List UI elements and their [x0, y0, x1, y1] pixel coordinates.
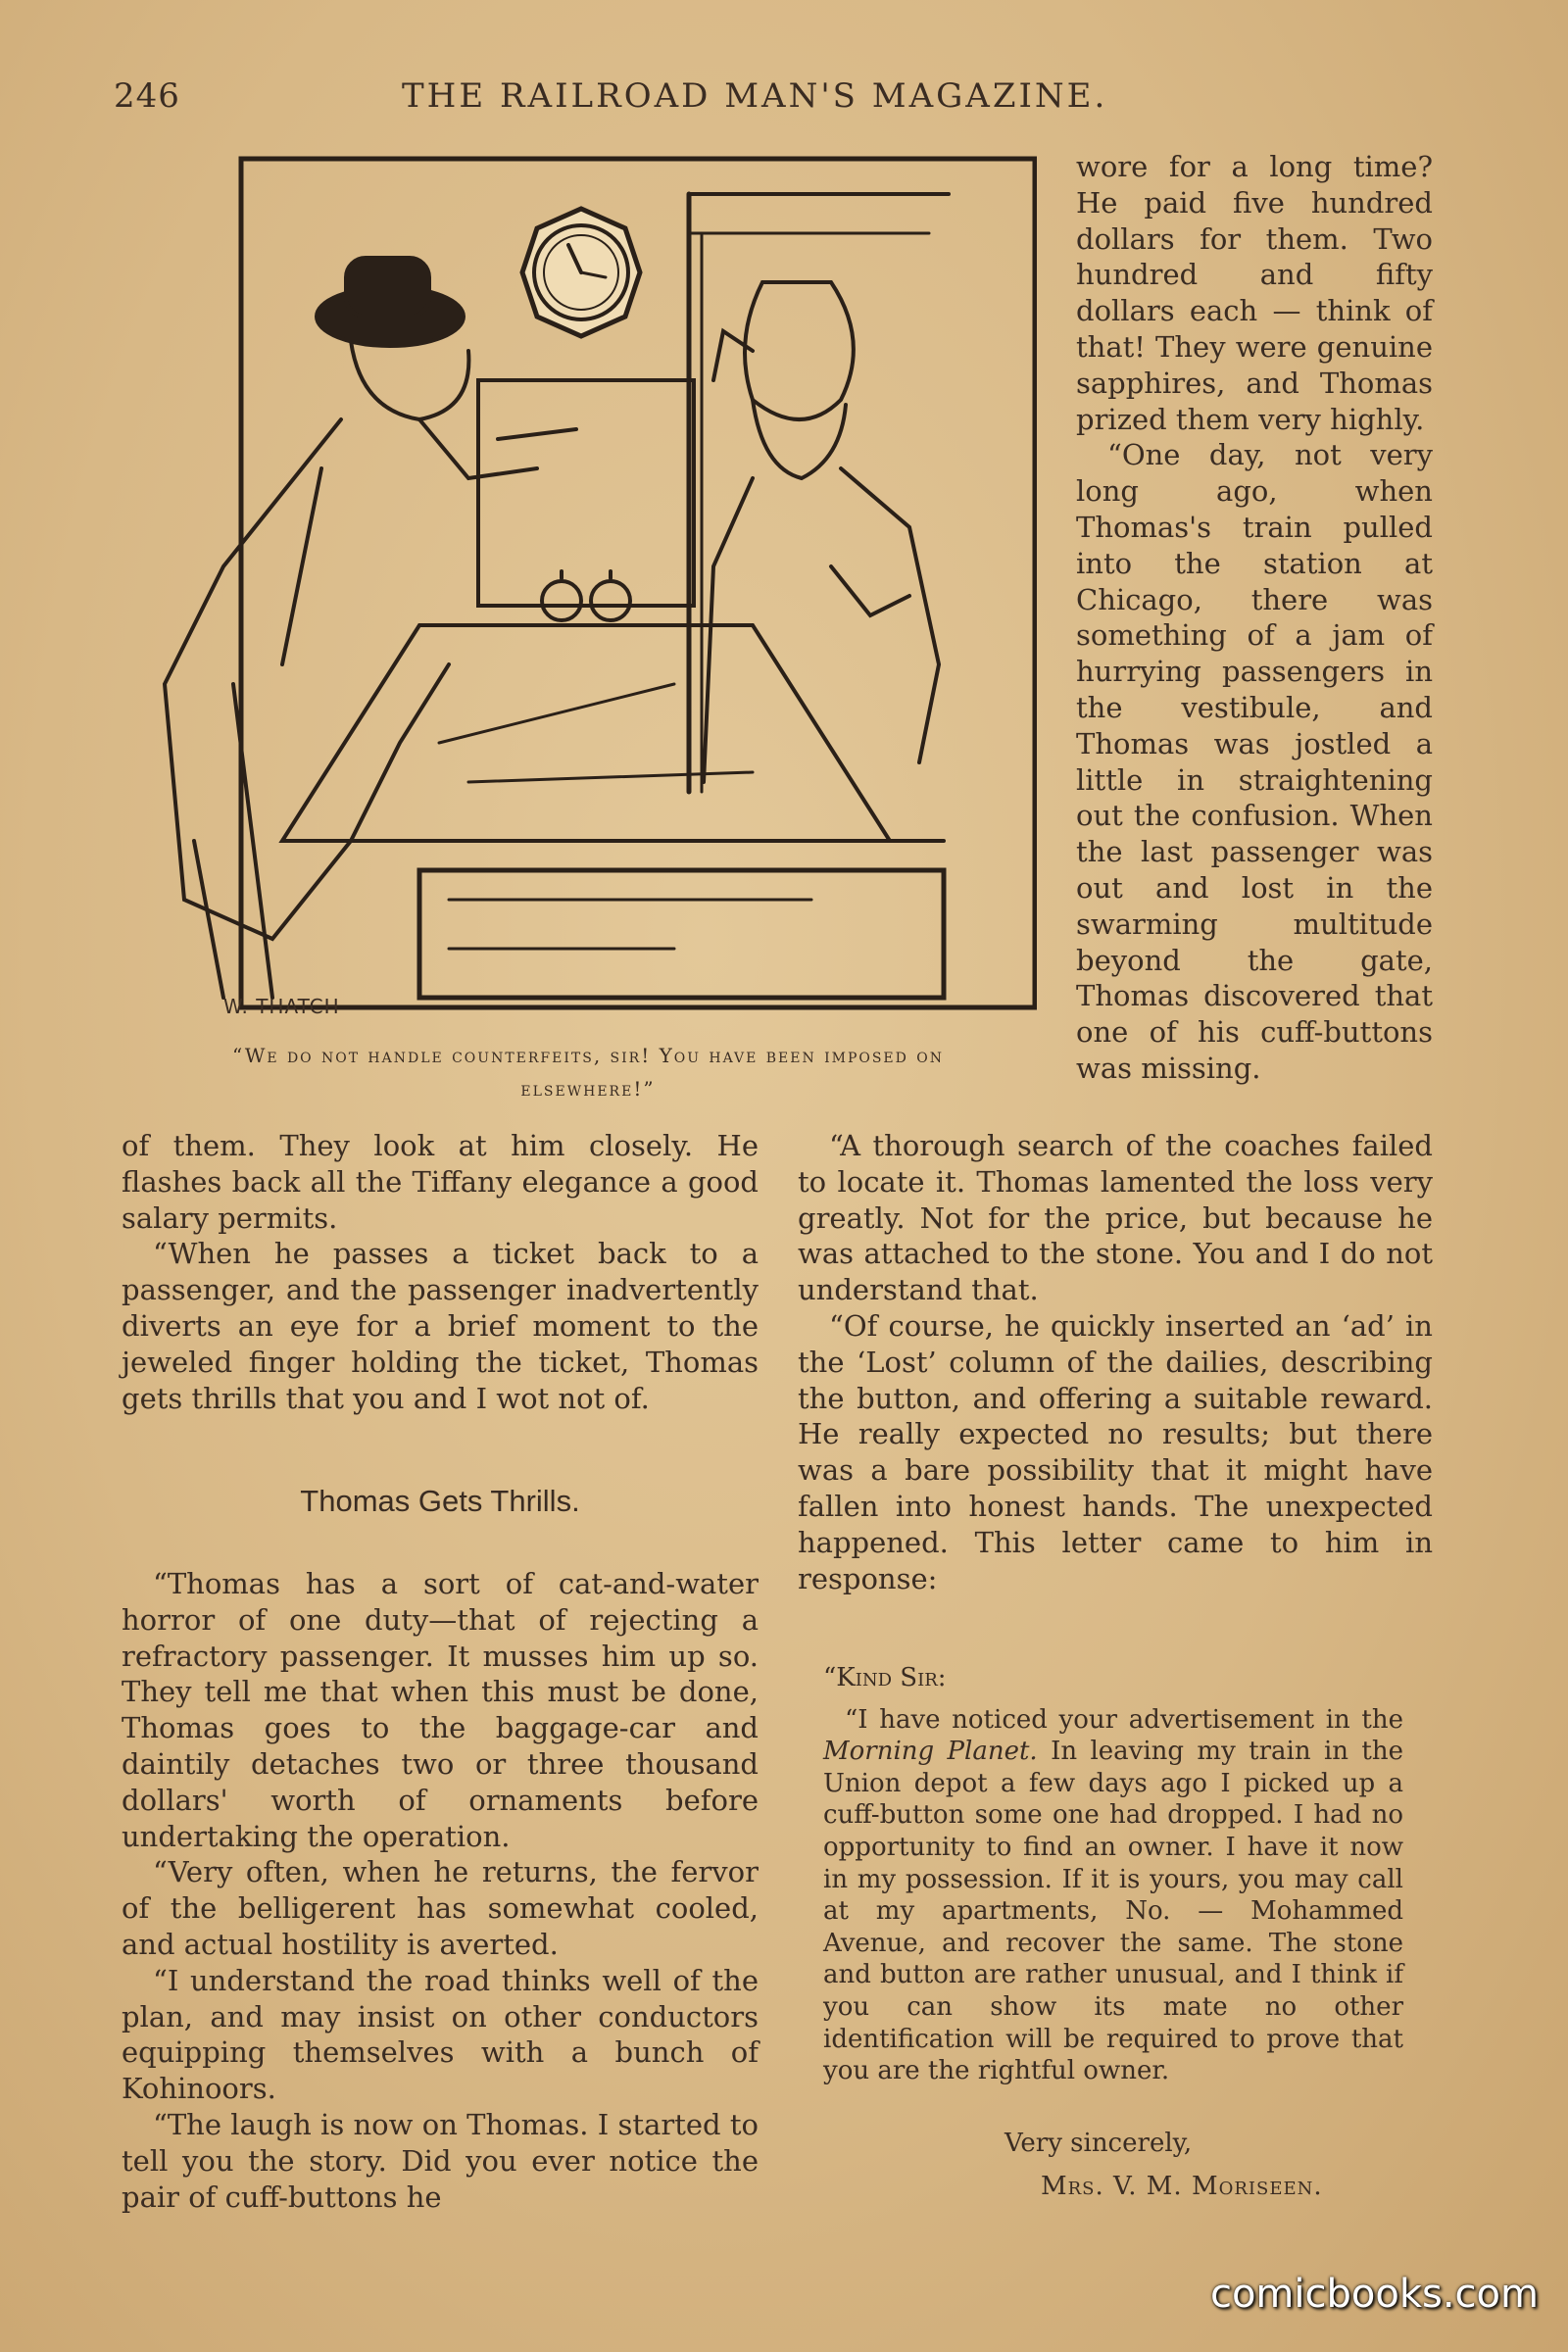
quoted-letter [823, 1662, 1403, 2087]
customer-figure [165, 258, 576, 998]
paragraph: “One day, not very long ago, when Thomas's train pulled into the station at Chicago, there was something of a jam of hurrying passengers in the vestibule, and Thomas was jostled a little in straightening out the confusion. When the last passenger was out and lost in the swarming multitude beyond the gate, Thomas discovered that one of his cuff-buttons was missing. [1076, 438, 1433, 1085]
paragraph: “Thomas has a sort of cat-and-water horror of one duty—that of rejecting a refractory passenger. It musses him up so. They tell me that when this must be done, Thomas goes to the baggage-car and daintily detaches two or three thousand dollars' worth of ornaments before undertaking the operation. [122, 1567, 759, 1853]
letter-salutation: “Kind Sir: [823, 1663, 947, 1692]
paragraph: “The laugh is now on Thomas. I started to tell you the story. Did you ever notice the pair of cuff-buttons he [122, 2107, 759, 2214]
paragraph: “Very often, when he returns, the fervor of the belligerent has somewhat cooled, and actual hostility is averted. [122, 1855, 759, 1961]
paragraph: “I understand the road thinks well of the plan, and may insist on other conductors equipping themselves with a bunch of Kohinoors. [122, 1963, 759, 2106]
right-column [798, 1128, 1433, 1596]
right-top-column [1076, 149, 1433, 1087]
clerk-figure [704, 282, 939, 782]
page-number: 246 [114, 76, 180, 116]
illustrator-signature: W. THATCH [223, 995, 340, 1018]
left-column-top [122, 1128, 759, 1416]
letter-body-rest: In leaving my train in the Union depot a few days ago I picked up a cuff-button some one had dropped. I had no opportunity to find an owner. I have it now in my possession. If it is yours, you may call at my apartments, No. — Mohammed Avenue, and recover the same. The stone and button are rather unusual, and I think if you can show its mate no other identification will be required to prove that you are the rightful owner. [823, 1737, 1403, 2086]
paragraph: “A thorough search of the coaches failed to locate it. Thomas lamented the loss very greatly. Not for the price, but because he was attached to the stone. You and I do not understand that. [798, 1129, 1433, 1307]
paragraph: of them. They look at him closely. He flashes back all the Tiffany elegance a good salary permits. [122, 1129, 759, 1235]
paragraph: wore for a long time? He paid five hundred dollars for them. Two hundred and fifty dollars each — think of that! They were genuine sapphires, and Thomas prized them very highly. [1076, 150, 1433, 436]
illustration-caption: “We do not handle counterfeits, sir! You have been imposed on elsewhere!” [232, 1044, 944, 1101]
site-watermark: comicbooks.com [1209, 2272, 1539, 2317]
letter-closing: Very sincerely, [1004, 2129, 1193, 2158]
magazine-title: THE RAILROAD MAN'S MAGAZINE. [402, 76, 1108, 116]
alarm-clock-icon [542, 571, 630, 620]
letter-body [823, 1704, 1403, 2087]
left-column-bottom [122, 1566, 759, 2215]
paragraph: “Of course, he quickly inserted an ‘ad’ in the ‘Lost’ column of the dailies, describing the button, and offering a suitable reward. He really expected no results; but there was a bare possibility that it might have fallen into honest hands. The unexpected happened. This letter came to him in response: [798, 1308, 1433, 1595]
letter-signature: Mrs. V. M. Moriseen. [1041, 2172, 1323, 2201]
paragraph: “When he passes a ticket back to a passenger, and the passenger inadvertently diverts an eye for a brief moment to the jeweled finger holding the ticket, Thomas gets thrills that you and I wot not of. [122, 1237, 759, 1415]
letter-body-start: “I have noticed your advertisement in the [845, 1704, 1403, 1735]
section-heading: Thomas Gets Thrills. [300, 1484, 580, 1518]
newspaper-name: Morning Planet. [823, 1737, 1038, 1767]
illustration-clerk-and-customer [125, 155, 1037, 1017]
clock-icon [522, 209, 640, 336]
